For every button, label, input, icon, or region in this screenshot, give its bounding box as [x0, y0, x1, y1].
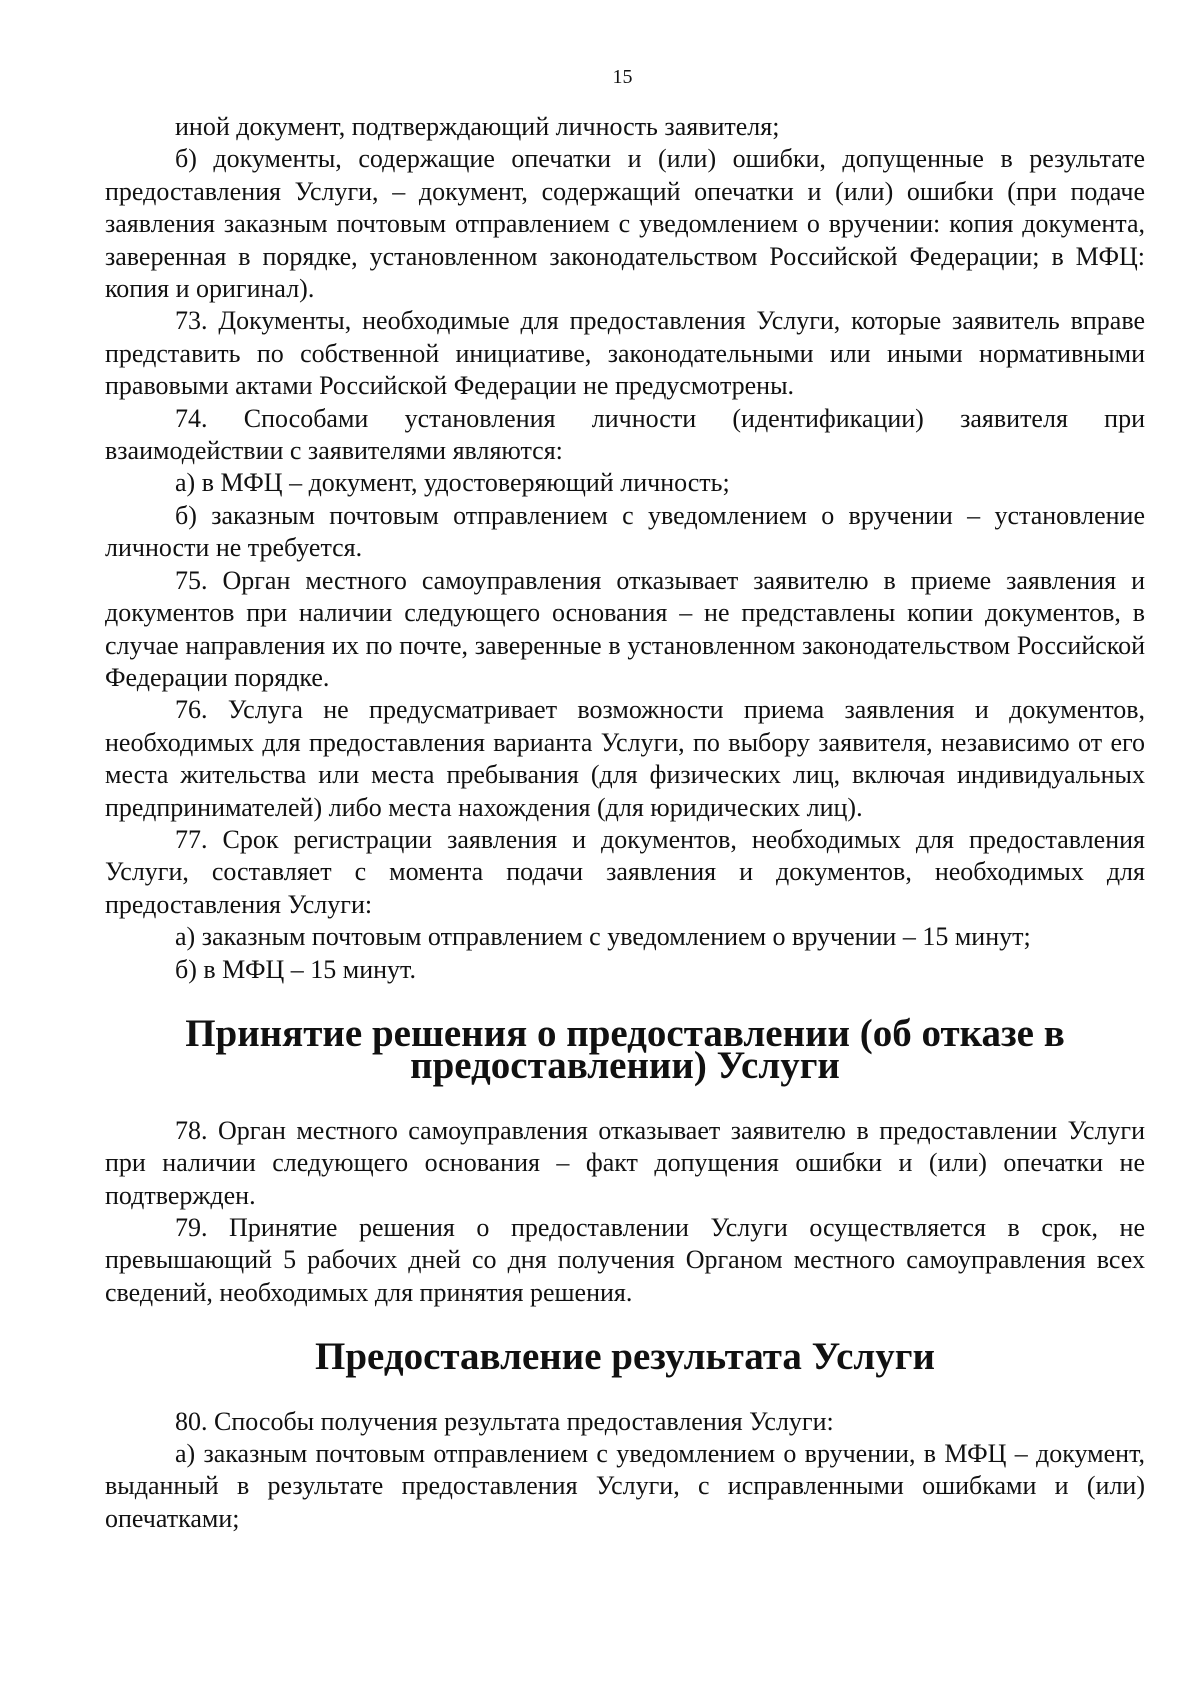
paragraph-75: 75. Орган местного самоуправления отказывает заявителю в приеме заявления и документов при наличии следующего основания – не представлены копии документов, в случае направления их по почте, заверенные в установленном законодательством Российской Федерации порядке.	[105, 565, 1145, 692]
paragraph-typo-documents: б) документы, содержащие опечатки и (или) ошибки, допущенные в результате предоставления Услуги, – документ, содержащий опечатки и (или) ошибки (при подаче заявления заказным почтовым отправлением с уведомлением о вручении: копия документа, заверенная в порядке, установленном законодательством Российской Федерации; в МФЦ: копия и оригинал).	[105, 144, 1145, 304]
paragraph-73: 73. Документы, необходимые для предоставления Услуги, которые заявитель вправе представить по собственной инициативе, законодательными или иными нормативными правовыми актами Российской Федерации не предусмотрены.	[105, 306, 1145, 401]
paragraph-74-a: а) в МФЦ – документ, удостоверяющий личность;	[175, 468, 730, 498]
paragraph-77: 77. Срок регистрации заявления и документов, необходимых для предоставления Услуги, составляет с момента подачи заявления и документов, необходимых для предоставления Услуги:	[105, 824, 1145, 919]
paragraph-77-a: а) заказным почтовым отправлением с уведомлением о вручении – 15 минут;	[175, 922, 1031, 952]
paragraph-79: 79. Принятие решения о предоставлении Услуги осуществляется в срок, не превышающий 5 рабочих дней со дня получения Органом местного самоуправления всех сведений, необходимых для принятия решения.	[105, 1213, 1145, 1307]
paragraph-76: 76. Услуга не предусматривает возможности приема заявления и документов, необходимых для предоставления варианта Услуги, по выбору заявителя, независимо от его места жительства или места пребывания (для физических лиц, включая индивидуальных предпринимателей) либо места нахождения (для юридических лиц).	[105, 695, 1145, 822]
section-spacer	[105, 1083, 1145, 1115]
page-number: 15	[612, 66, 633, 88]
paragraph-80-a: а) заказным почтовым отправлением с уведомлением о вручении, в МФЦ – документ, выданный в результате предоставления Услуги, с исправленными ошибками и (или) опечатками;	[105, 1439, 1145, 1533]
paragraph-80: 80. Способы получения результата предоставления Услуги:	[175, 1406, 834, 1436]
document-body	[105, 111, 1145, 1535]
section-heading-result: Предоставление результата Услуги	[315, 1335, 935, 1379]
section-spacer	[105, 1374, 1145, 1406]
paragraph-74-b: б) заказным почтовым отправлением с уведомлением о вручении – установление личности не требуется.	[105, 500, 1145, 563]
paragraph-identity-document: иной документ, подтверждающий личность заявителя;	[175, 112, 780, 141]
section-heading-decision: Принятие решения о предоставлении (об отказе в предоставлении) Услуги	[185, 1011, 1065, 1088]
paragraph-78: 78. Орган местного самоуправления отказывает заявителю в предоставлении Услуги при наличии следующего основания – факт допущения ошибки и (или) опечатки не подтвержден.	[105, 1115, 1145, 1210]
paragraph-74: 74. Способами установления личности (идентификации) заявителя при взаимодействии с заявителями являются:	[105, 403, 1145, 466]
paragraph-77-b: б) в МФЦ – 15 минут.	[175, 954, 416, 984]
